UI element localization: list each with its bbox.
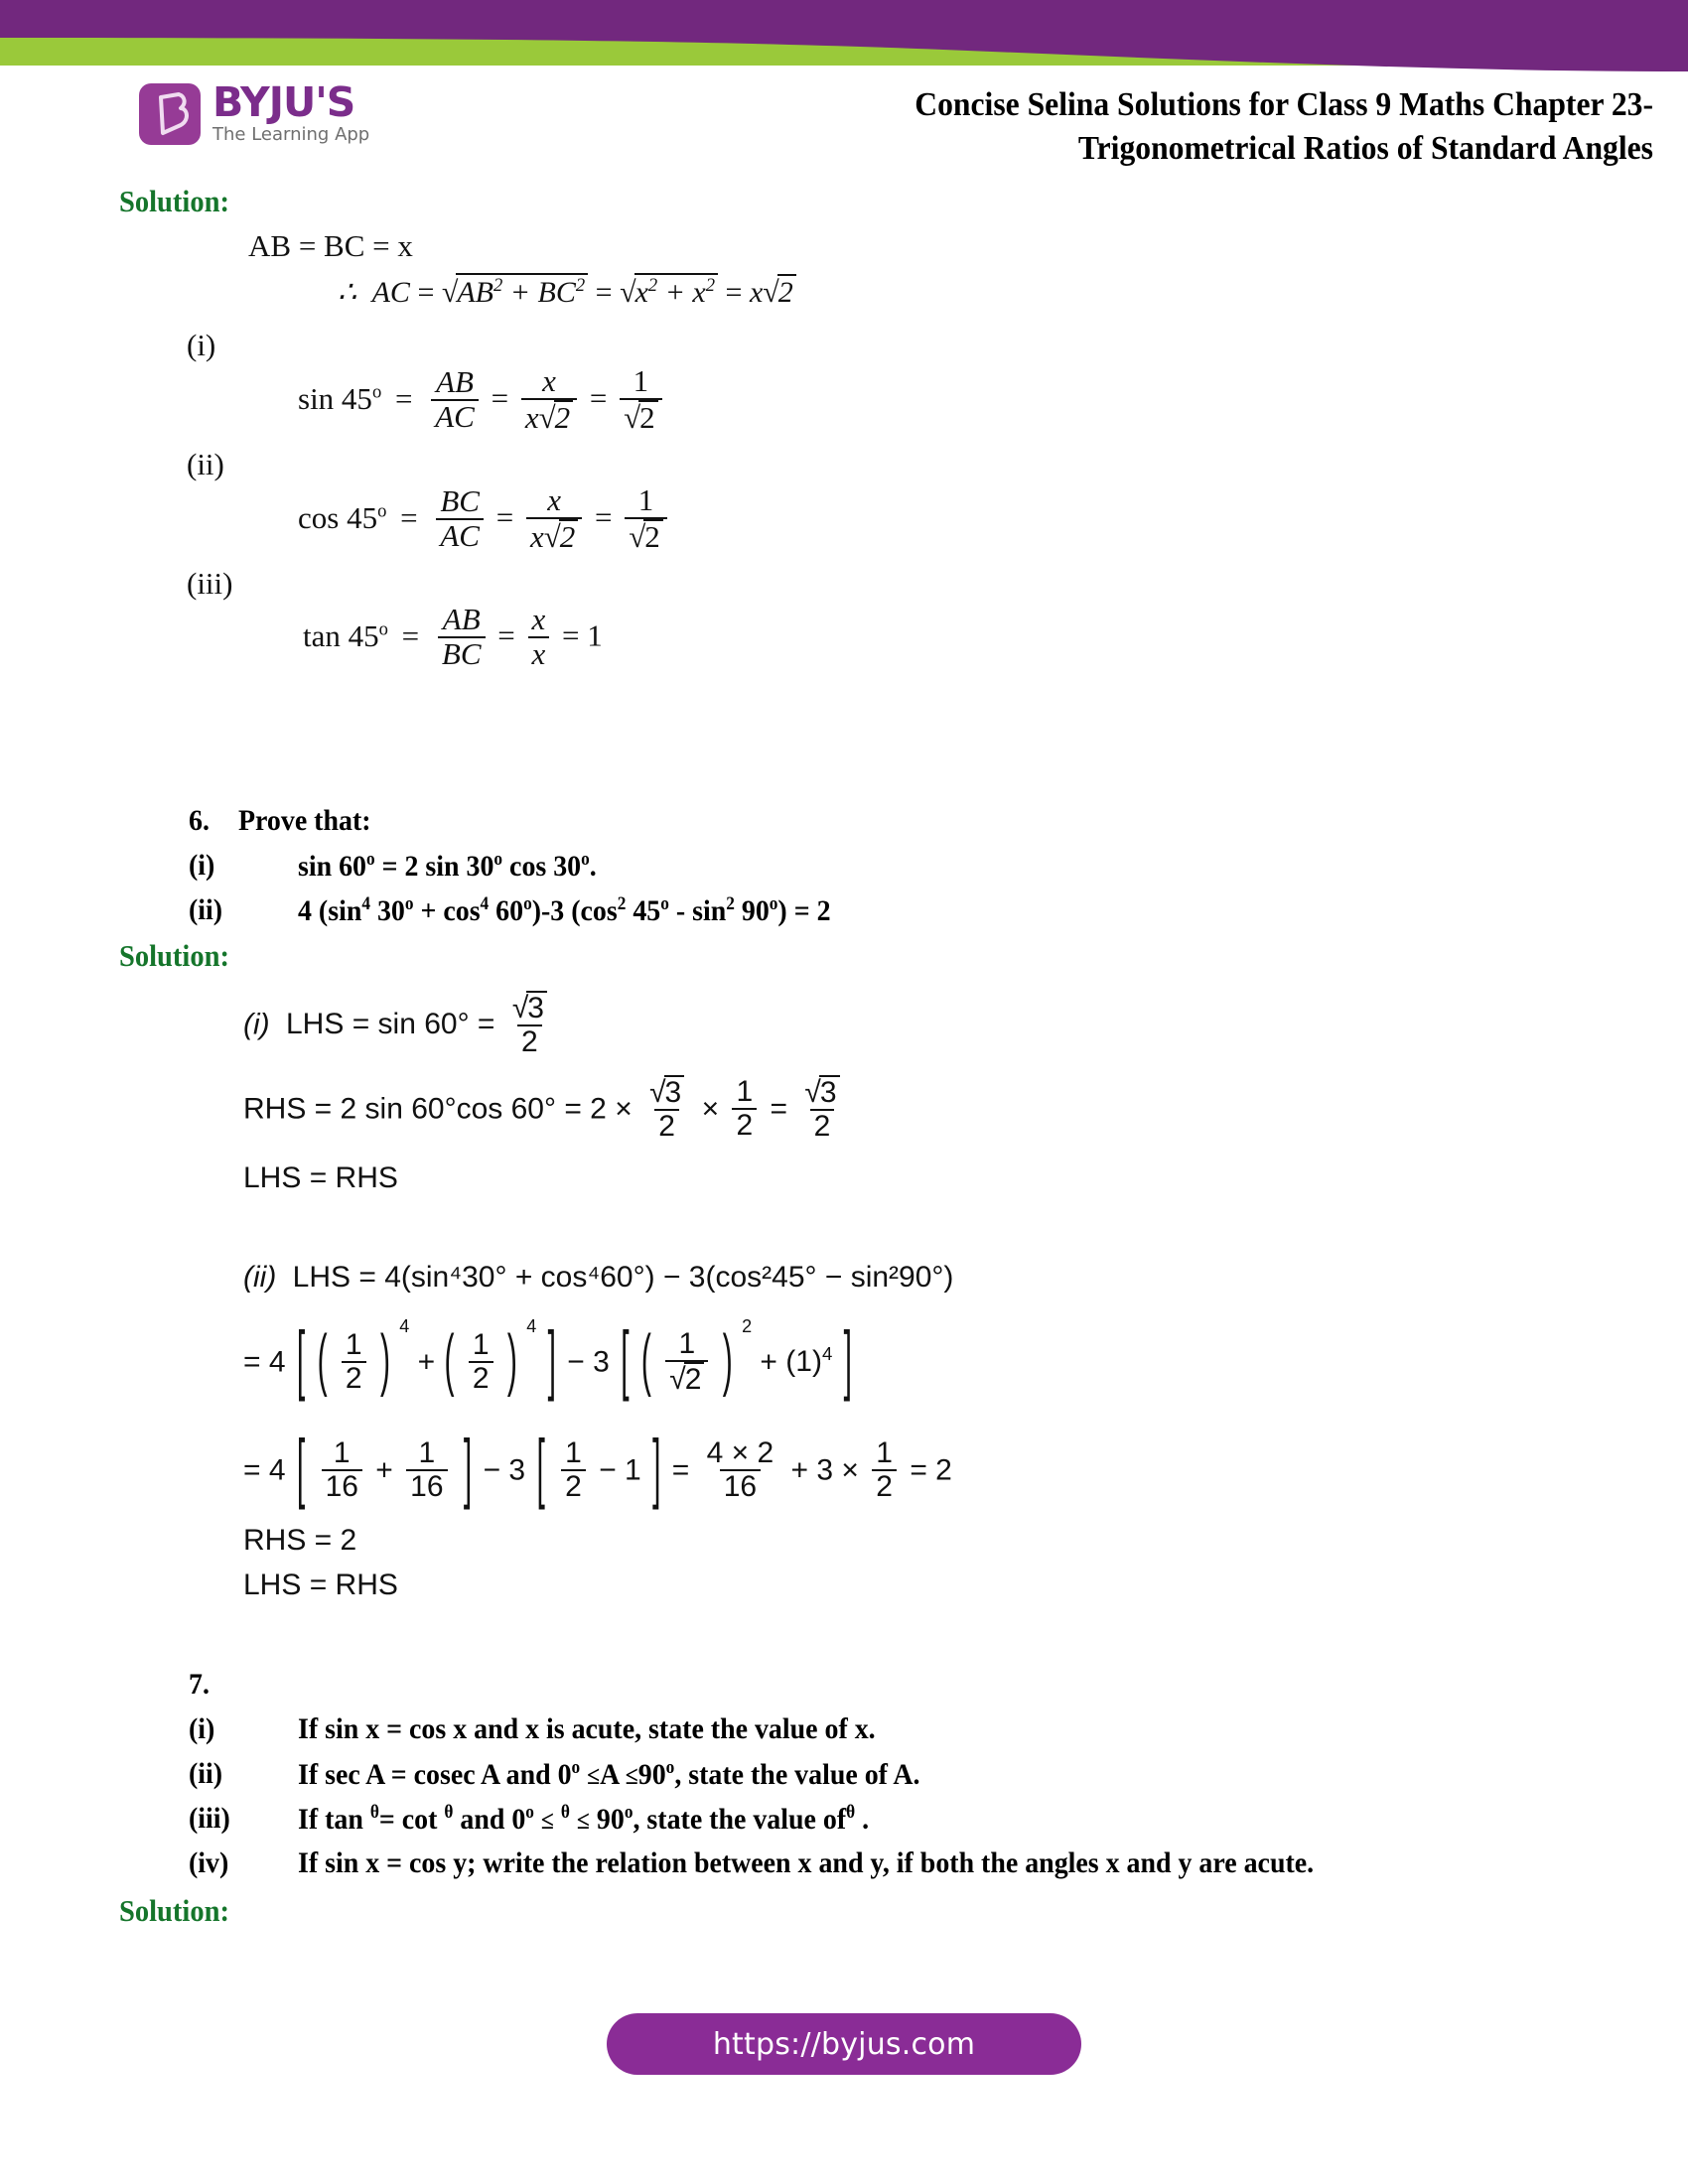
question-7-marker-iii: (iii) bbox=[189, 1802, 230, 1835]
bracket-open-3: [ bbox=[296, 1427, 306, 1513]
page-title-line2: Trigonometrical Ratios of Standard Angles bbox=[1077, 130, 1653, 167]
byjus-logo bbox=[139, 78, 370, 145]
frac-ab-ac: $\frac{AB}{AC}$ bbox=[431, 366, 479, 433]
proof-6ii-line3 bbox=[243, 1427, 952, 1513]
logo-tagline: The Learning App bbox=[212, 124, 370, 145]
byjus-url-text: https://byjus.com bbox=[712, 2026, 976, 2062]
given-equation: AB = BC = x bbox=[248, 228, 413, 263]
den-xsqrt2-b: x√2 bbox=[526, 517, 582, 554]
paren-close-3: ) bbox=[722, 1323, 733, 1400]
frac-1-2-d: $\frac{1}{2}$ bbox=[872, 1437, 897, 1502]
question-7-marker-ii: (ii) bbox=[189, 1757, 223, 1790]
question-6-item-i: $\sin 60^o = 2$ sin 30$^o$ cos 30$^o$. bbox=[298, 849, 597, 883]
equals-rhs: = bbox=[770, 1092, 787, 1126]
paren-open-3: ( bbox=[640, 1323, 651, 1400]
solution-label-2: Solution: bbox=[119, 938, 229, 973]
item-marker-iii-1: (iii) bbox=[187, 566, 233, 601]
equals-2: = bbox=[595, 276, 613, 309]
cos45-equation: cos 45$^o$ = $\frac{BC}{AC}$ = $\frac{x}{x√2}$ = $\frac{1}{√2}$ bbox=[298, 486, 672, 555]
question-6-item-ii: 4 ($\sin^4$ $30^o + \cos^4 60^o)-3$ ($\cos^2$ $45^o - \sin^2 90^o) = 2$ bbox=[298, 893, 831, 927]
item-marker-i-1: (i) bbox=[187, 328, 216, 362]
frac-4x2-16: $\frac{4 \times 2}{16}$ bbox=[706, 1436, 774, 1503]
plus-2: + bbox=[760, 1345, 777, 1379]
proof-6i-label: (i) bbox=[243, 1008, 270, 1041]
proof-6ii-conclusion: LHS = RHS bbox=[243, 1569, 398, 1601]
solution-label-3: Solution: bbox=[119, 1893, 229, 1928]
proof-6ii-rhs: RHS = 2 bbox=[243, 1524, 357, 1557]
pow-4-b: 4 bbox=[526, 1316, 537, 1336]
line3-lead: = 4 bbox=[243, 1453, 286, 1487]
pow-2-a: 2 bbox=[742, 1316, 753, 1336]
paren-open-1: ( bbox=[317, 1323, 328, 1400]
frac-1-16-b: $\frac{1}{16}$ bbox=[406, 1437, 447, 1502]
equals-3: = bbox=[725, 276, 743, 309]
page-title-line1: Concise Selina Solutions for Class 9 Maths Chapter 23- bbox=[914, 86, 1653, 123]
frac-1-sqrt2-b: $\frac{1}{√2}$ bbox=[625, 484, 667, 553]
bracket-open-4: [ bbox=[536, 1427, 545, 1513]
frac-1-2-p1: $\frac{1}{2}$ bbox=[342, 1329, 366, 1394]
proof-6ii-line1-text: LHS = 4(sin⁴30° + cos⁴60°) − 3(cos²45° − sin²90°) bbox=[292, 1261, 954, 1294]
question-7-item-i: If sin x = cos x and x is acute, state the value of x. bbox=[298, 1712, 876, 1745]
sqrt-x2-x2: $√x^2 + x^2$ bbox=[620, 273, 718, 310]
frac-ab-bc: $\frac{AB}{BC}$ bbox=[438, 604, 486, 670]
paren-open-2: ( bbox=[444, 1323, 455, 1400]
pythagoras-equation bbox=[338, 273, 796, 310]
question-7-marker-i: (i) bbox=[189, 1712, 215, 1745]
proof-6i-lhs-text: LHS = sin 60° = bbox=[286, 1008, 495, 1041]
bracket-close-2: ] bbox=[843, 1318, 852, 1405]
question-6-marker-i: (i) bbox=[189, 849, 215, 882]
sqrt-ab2-bc2: $√AB^2 + BC^2$ bbox=[442, 273, 588, 310]
tan45-label: tan 45$^o$ bbox=[303, 617, 388, 653]
minus-3-2: − 3 bbox=[483, 1453, 526, 1487]
bracket-open-1: [ bbox=[296, 1318, 306, 1405]
frac-sqrt3-2-c: $\frac{√3}{2}$ bbox=[800, 1075, 843, 1142]
byjus-url-button[interactable] bbox=[607, 2013, 1081, 2075]
ac-term: AC bbox=[371, 276, 410, 309]
sin45-label: sin 45$^o$ bbox=[298, 380, 382, 416]
minus-one: − 1 bbox=[599, 1453, 641, 1487]
question-7-item-iii: If tan $^\theta$= cot $^\theta$ and $0^o \le ^\theta \le 90^o$, state the value $of^\theta$ . bbox=[298, 1802, 870, 1836]
frac-sqrt3-2-a: $\frac{√3}{2}$ bbox=[508, 991, 551, 1057]
den-xsqrt2: x√2 bbox=[521, 398, 577, 435]
page-header bbox=[0, 71, 1688, 181]
byjus-logo-mark-icon bbox=[139, 83, 201, 145]
den-sqrt2: √2 bbox=[620, 398, 662, 435]
den-sqrt2-b: √2 bbox=[625, 517, 667, 554]
frac-x-x: $\frac{x}{x}$ bbox=[528, 604, 550, 670]
question-6-marker-ii: (ii) bbox=[189, 893, 223, 926]
proof-6i-lhs bbox=[243, 993, 556, 1059]
frac-1-16-a: $\frac{1}{16}$ bbox=[322, 1437, 362, 1502]
question-7-item-ii: If sec A = cosec A and $0^o \le A \le 90^o$, state the value of A. bbox=[298, 1757, 920, 1791]
paren-close-1: ) bbox=[379, 1323, 390, 1400]
plus-3: + bbox=[375, 1453, 393, 1487]
frac-1-sqrt2-p: $\frac{1}{√2}$ bbox=[665, 1328, 708, 1395]
question-6-prompt: Prove that: bbox=[238, 804, 371, 837]
bracket-close-3: ] bbox=[463, 1427, 473, 1513]
cos45-label: cos 45$^o$ bbox=[298, 499, 387, 535]
line3-result: = 2 bbox=[910, 1453, 952, 1487]
question-7-marker-iv: (iv) bbox=[189, 1846, 229, 1879]
num-sqrt3-a: √3 bbox=[508, 991, 551, 1024]
plus-3-times: + 3 × bbox=[790, 1453, 859, 1487]
frac-x-xsqrt2-b: $\frac{x}{x√2}$ bbox=[526, 484, 582, 553]
solution-label-1: Solution: bbox=[119, 184, 229, 218]
proof-6i-rhs-head: RHS = 2 sin 60°cos 60° = 2 × bbox=[243, 1092, 633, 1126]
question-7-item-iv: If sin x = cos y; write the relation between x and y, if both the angles x and y are acute. bbox=[298, 1846, 1315, 1879]
frac-1-2-c: $\frac{1}{2}$ bbox=[561, 1437, 586, 1502]
paren-close-2: ) bbox=[506, 1323, 517, 1400]
logo-wordmark: BYJU'S bbox=[212, 78, 355, 126]
minus-3-1: − 3 bbox=[567, 1345, 610, 1379]
equals-final: = bbox=[671, 1453, 690, 1487]
proof-6i-conclusion: LHS = RHS bbox=[243, 1161, 398, 1194]
bracket-open-2: [ bbox=[621, 1318, 630, 1405]
bracket-close-1: ] bbox=[547, 1318, 556, 1405]
proof-6i-rhs bbox=[243, 1077, 849, 1144]
top-banner bbox=[0, 0, 1688, 71]
frac-1-2-a: $\frac{1}{2}$ bbox=[732, 1076, 757, 1141]
sin45-equation: sin 45$^o$ = $\frac{AB}{AC}$ = $\frac{x}{x√2}$ = $\frac{1}{√2}$ bbox=[298, 367, 667, 436]
proof-6ii-label: (ii) bbox=[243, 1261, 277, 1294]
frac-sqrt3-2-b: $\frac{√3}{2}$ bbox=[645, 1075, 688, 1142]
page-title bbox=[749, 83, 1653, 171]
one-term: $(1)^4$ bbox=[785, 1343, 833, 1379]
tan45-equation: tan 45$^o$ = $\frac{AB}{BC}$ = $\frac{x}{x}$ = 1 bbox=[303, 602, 603, 671]
frac-bc-ac: $\frac{BC}{AC}$ bbox=[436, 485, 484, 552]
equals-1: = bbox=[417, 276, 435, 309]
num-sqrt3-b: √3 bbox=[645, 1075, 688, 1109]
pow-4-a: 4 bbox=[399, 1316, 410, 1336]
line2-lead: = 4 bbox=[243, 1345, 286, 1379]
proof-6ii-line1 bbox=[243, 1261, 953, 1295]
frac-x-xsqrt2: $\frac{x}{x√2}$ bbox=[521, 365, 577, 434]
frac-1-sqrt2: $\frac{1}{√2}$ bbox=[620, 365, 662, 434]
times-symbol-1: × bbox=[701, 1092, 720, 1126]
num-sqrt3-c: √3 bbox=[800, 1075, 843, 1109]
item-marker-ii-1: (ii) bbox=[187, 447, 224, 481]
bracket-close-4: ] bbox=[652, 1427, 661, 1513]
banner-purple-swoosh bbox=[0, 0, 1688, 71]
frac-1-2-p2: $\frac{1}{2}$ bbox=[469, 1329, 493, 1394]
proof-6ii-line2 bbox=[243, 1316, 855, 1405]
tan45-result: = 1 bbox=[562, 617, 603, 653]
result-x-sqrt2: x√2 bbox=[750, 276, 796, 309]
question-7-number: 7. bbox=[189, 1668, 210, 1701]
plus-1: + bbox=[417, 1345, 436, 1379]
question-6-number: 6. bbox=[189, 804, 210, 837]
therefore-symbol: ∴ bbox=[338, 276, 357, 309]
den-sqrt2-p: √2 bbox=[665, 1360, 708, 1396]
